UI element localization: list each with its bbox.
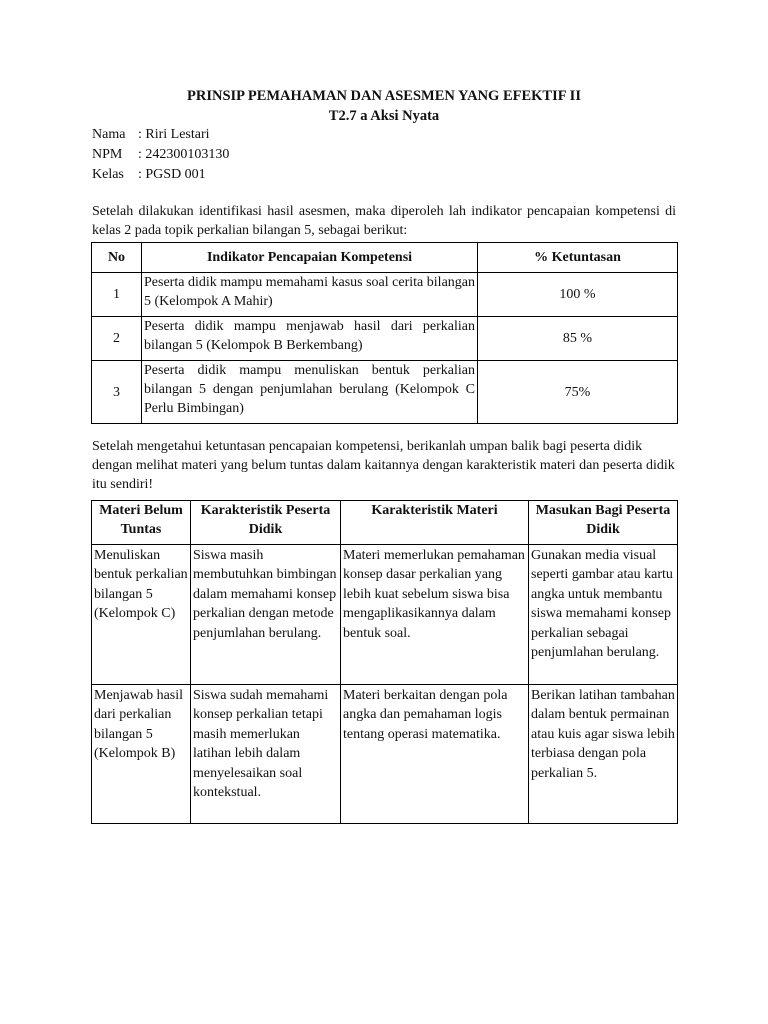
table-row [92, 545, 678, 685]
identity-value: : Riri Lestari [138, 127, 210, 142]
masukan-cell: Gunakan media visual seperti gambar atau kartu angka untuk membantu siswa memahami konsep perkalian sebagai penjumlahan berulang. [529, 545, 678, 685]
identity-label: NPM [92, 147, 123, 162]
identity-row-nama [92, 125, 229, 145]
identity-value: : 242300103130 [138, 147, 230, 162]
percent-cell: 75% [478, 361, 678, 424]
karakteristik-cell: Materi memerlukan pemahaman konsep dasar perkalian yang lebih kuat sebelum siswa bisa mengaplikasikannya dalam bentuk soal. [341, 545, 529, 685]
row-number: 1 [92, 273, 142, 317]
column-header-masukan: Masukan Bagi Peserta Didik [529, 501, 678, 545]
feedback-table [91, 500, 678, 824]
intro-paragraph: Setelah dilakukan identifikasi hasil asesmen, maka diperoleh lah indikator pencapaian kompetensi di kelas 2 pada topik perkalian bilangan 5, sebagai berikut: [92, 204, 676, 238]
row-number: 3 [92, 361, 142, 424]
table-header-row [92, 243, 678, 273]
column-header-indicator: Indikator Pencapaian Kompetensi [142, 243, 478, 273]
indicator-cell: Peserta didik mampu menuliskan bentuk perkalian bilangan 5 dengan penjumlahan berulang (Kelompok C Perlu Bimbingan) [142, 361, 478, 424]
column-header-no: No [92, 243, 142, 273]
table-row [92, 273, 678, 317]
document-subtitle: T2.7 a Aksi Nyata [328, 108, 440, 124]
peserta-cell: Siswa sudah memahami konsep perkalian tetapi masih memerlukan latihan lebih dalam menyelesaikan soal kontekstual. [191, 685, 341, 824]
materi-cell: Menjawab hasil dari perkalian bilangan 5 (Kelompok B) [92, 685, 191, 824]
column-header-karakteristik: Karakteristik Materi [341, 501, 529, 545]
table-header-row [92, 501, 678, 545]
second-paragraph: Setelah mengetahui ketuntasan pencapaian kompetensi, berikanlah umpan balik bagi peserta didik dengan melihat materi yang belum tuntas dalam kaitannya dengan karakteristik materi dan peserta didik itu sendiri! [92, 439, 675, 492]
document-title: PRINSIP PEMAHAMAN DAN ASESMEN YANG EFEKTIF II [187, 88, 581, 104]
materi-cell: Menuliskan bentuk perkalian bilangan 5 (Kelompok C) [92, 545, 191, 685]
indicator-cell: Peserta didik mampu memahami kasus soal cerita bilangan 5 (Kelompok A Mahir) [142, 273, 478, 317]
column-header-materi: Materi Belum Tuntas [92, 501, 191, 545]
identity-row-npm [92, 145, 229, 165]
row-number: 2 [92, 317, 142, 361]
identity-row-kelas [92, 165, 229, 185]
identity-label: Nama [92, 127, 126, 142]
masukan-cell: Berikan latihan tambahan dalam bentuk permainan atau kuis agar siswa lebih terbiasa dengan pola perkalian 5. [529, 685, 678, 824]
identity-block [92, 125, 229, 185]
identity-label: Kelas [92, 167, 124, 182]
identity-value: : PGSD 001 [138, 167, 206, 182]
indicator-cell: Peserta didik mampu menjawab hasil dari perkalian bilangan 5 (Kelompok B Berkembang) [142, 317, 478, 361]
table-row [92, 685, 678, 824]
competency-table [91, 242, 678, 424]
peserta-cell: Siswa masih membutuhkan bimbingan dalam memahami konsep perkalian dengan metode penjumlahan berulang. [191, 545, 341, 685]
column-header-percent: % Ketuntasan [478, 243, 678, 273]
column-header-peserta: Karakteristik Peserta Didik [191, 501, 341, 545]
percent-cell: 100 % [478, 273, 678, 317]
table-row [92, 317, 678, 361]
karakteristik-cell: Materi berkaitan dengan pola angka dan pemahaman logis tentang operasi matematika. [341, 685, 529, 824]
table-row [92, 361, 678, 424]
percent-cell: 85 % [478, 317, 678, 361]
